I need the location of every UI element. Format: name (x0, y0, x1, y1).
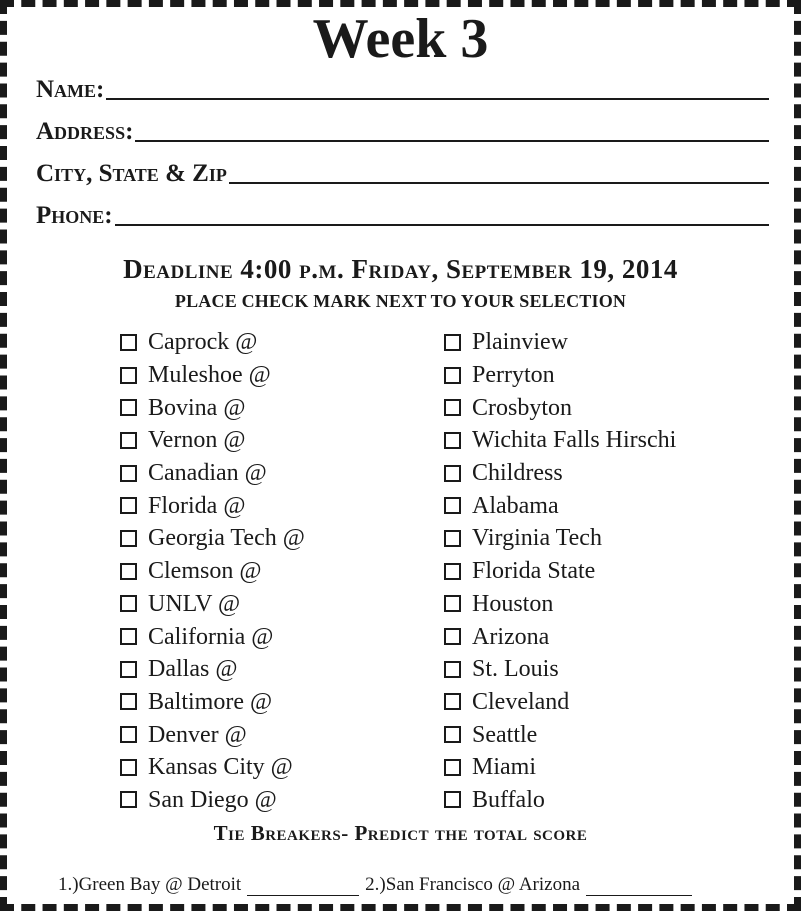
away-team-label: Dallas @ (148, 656, 238, 683)
home-team-label: Virginia Tech (472, 525, 602, 552)
checkbox[interactable] (444, 367, 461, 384)
checkbox[interactable] (444, 628, 461, 645)
checkbox[interactable] (120, 791, 137, 808)
away-team-label: San Diego @ (148, 786, 277, 813)
away-team-label: Bovina @ (148, 394, 246, 421)
home-team-label: Perryton (472, 362, 555, 389)
checkbox[interactable] (444, 563, 461, 580)
checkbox[interactable] (120, 595, 137, 612)
checkbox[interactable] (120, 563, 137, 580)
away-teams-column (120, 326, 305, 816)
tiebreaker-game-1-label: 1.)Green Bay @ Detroit (58, 874, 242, 895)
address-input-line[interactable] (135, 140, 769, 142)
address-label: Address: (36, 118, 134, 145)
away-team-option[interactable] (120, 359, 305, 392)
checkbox[interactable] (120, 367, 137, 384)
checkbox[interactable] (120, 399, 137, 416)
away-team-option[interactable] (120, 653, 305, 686)
away-team-option[interactable] (120, 784, 305, 817)
away-team-option[interactable] (120, 751, 305, 784)
city-state-zip-field (36, 154, 769, 188)
tiebreaker-2-score-line[interactable] (586, 877, 692, 896)
home-team-option[interactable] (444, 588, 676, 621)
home-team-label: Plainview (472, 329, 568, 356)
checkbox[interactable] (120, 497, 137, 514)
away-team-option[interactable] (120, 457, 305, 490)
away-team-label: Canadian @ (148, 460, 267, 487)
home-team-label: Florida State (472, 558, 596, 585)
away-team-option[interactable] (120, 588, 305, 621)
phone-label: Phone: (36, 202, 113, 229)
home-team-option[interactable] (444, 653, 676, 686)
checkbox[interactable] (120, 661, 137, 678)
home-team-label: St. Louis (472, 656, 559, 683)
away-team-option[interactable] (120, 555, 305, 588)
checkbox[interactable] (444, 432, 461, 449)
away-team-option[interactable] (120, 522, 305, 555)
checkbox[interactable] (120, 726, 137, 743)
home-team-option[interactable] (444, 555, 676, 588)
tiebreakers-heading: Tie Breakers- Predict the total score (213, 821, 588, 845)
home-team-option[interactable] (444, 718, 676, 751)
away-team-option[interactable] (120, 686, 305, 719)
home-team-option[interactable] (444, 522, 676, 555)
home-team-option[interactable] (444, 424, 676, 457)
away-team-label: Muleshoe @ (148, 362, 271, 389)
city-state-zip-input-line[interactable] (229, 182, 769, 184)
home-team-label: Cleveland (472, 688, 570, 715)
away-team-label: Caprock @ (148, 329, 258, 356)
checkbox[interactable] (120, 334, 137, 351)
phone-input-line[interactable] (115, 224, 769, 226)
away-team-label: Baltimore @ (148, 688, 273, 715)
checkbox[interactable] (444, 726, 461, 743)
checkbox[interactable] (444, 661, 461, 678)
away-team-label: Denver @ (148, 721, 247, 748)
checkbox[interactable] (444, 693, 461, 710)
city-state-zip-label: City, State & Zip (36, 160, 227, 187)
checkbox[interactable] (120, 530, 137, 547)
home-team-option[interactable] (444, 686, 676, 719)
tiebreakers-row (58, 872, 698, 896)
away-team-option[interactable] (120, 620, 305, 653)
away-team-label: Vernon @ (148, 427, 246, 454)
checkbox[interactable] (444, 759, 461, 776)
away-team-label: Kansas City @ (148, 754, 293, 781)
checkbox[interactable] (444, 497, 461, 514)
home-team-label: Crosbyton (472, 394, 573, 421)
checkbox[interactable] (444, 791, 461, 808)
home-teams-column (444, 326, 676, 816)
checkbox[interactable] (120, 465, 137, 482)
checkbox[interactable] (120, 432, 137, 449)
away-team-label: Georgia Tech @ (148, 525, 305, 552)
home-team-label: Arizona (472, 623, 550, 650)
away-team-option[interactable] (120, 718, 305, 751)
home-team-label: Seattle (472, 721, 538, 748)
home-team-option[interactable] (444, 751, 676, 784)
away-team-option[interactable] (120, 424, 305, 457)
home-team-option[interactable] (444, 391, 676, 424)
address-field (36, 112, 769, 146)
home-team-option[interactable] (444, 489, 676, 522)
home-team-label: Houston (472, 590, 554, 617)
checkbox[interactable] (120, 759, 137, 776)
home-team-option[interactable] (444, 359, 676, 392)
home-team-label: Wichita Falls Hirschi (472, 427, 677, 454)
home-team-label: Buffalo (472, 786, 545, 813)
name-label: Name: (36, 76, 105, 103)
checkbox[interactable] (444, 465, 461, 482)
page-title: Week 3 (312, 8, 489, 70)
away-team-label: Florida @ (148, 492, 246, 519)
instruction-text: PLACE CHECK MARK NEXT TO YOUR SELECTION (174, 291, 627, 311)
away-team-label: California @ (148, 623, 274, 650)
checkbox[interactable] (444, 530, 461, 547)
away-team-option[interactable] (120, 391, 305, 424)
deadline-heading: Deadline 4:00 p.m. Friday, September 19, 2014 (123, 254, 678, 284)
home-team-label: Miami (472, 754, 536, 781)
home-team-option[interactable] (444, 457, 676, 490)
home-team-label: Alabama (472, 492, 559, 519)
home-team-option[interactable] (444, 620, 676, 653)
home-team-label: Childress (472, 460, 563, 487)
away-team-label: Clemson @ (148, 558, 262, 585)
away-team-label: UNLV @ (148, 590, 241, 617)
home-team-option[interactable] (444, 784, 676, 817)
away-team-option[interactable] (120, 489, 305, 522)
home-team-option[interactable] (444, 326, 676, 359)
tiebreaker-game-2-label: 2.)San Francisco @ Arizona (365, 874, 581, 895)
checkbox[interactable] (120, 693, 137, 710)
tiebreaker-1-score-line[interactable] (247, 877, 359, 896)
away-team-option[interactable] (120, 326, 305, 359)
phone-field (36, 196, 769, 230)
checkbox[interactable] (444, 595, 461, 612)
checkbox[interactable] (444, 334, 461, 351)
checkbox[interactable] (120, 628, 137, 645)
name-input-line[interactable] (106, 98, 769, 100)
name-field (36, 70, 769, 104)
checkbox[interactable] (444, 399, 461, 416)
